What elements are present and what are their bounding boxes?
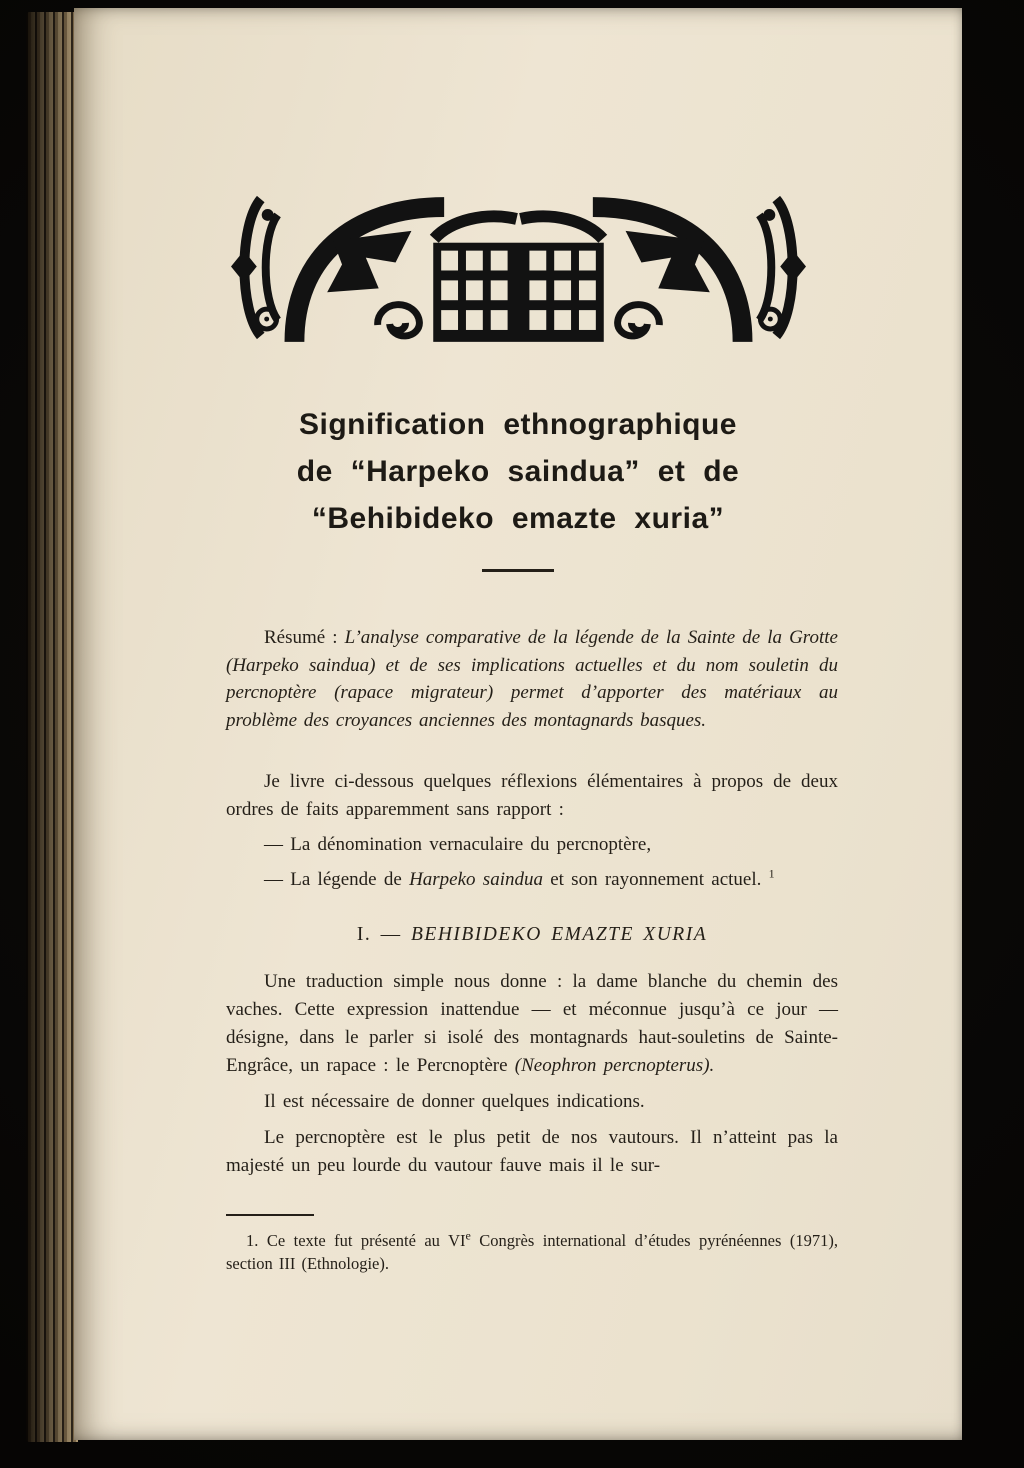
intro-paragraph: Je livre ci-dessous quelques réflexions élémentaires à propos de deux ordres de faits apparemment sans rapport : xyxy=(226,771,838,820)
section-1-paragraph-3: Le percnoptère est le plus petit de nos vautours. Il n’atteint pas la majesté un peu lourde du vautour fauve mais il le sur- xyxy=(226,1127,838,1176)
footnote-1 xyxy=(226,1229,838,1275)
book-page-edges xyxy=(26,12,78,1442)
list-item-2-italic: Harpeko saindua xyxy=(409,869,543,890)
ornament-basque-frieze xyxy=(231,193,806,343)
footnote-1-pre: 1. Ce texte fut présenté au VI xyxy=(246,1231,466,1250)
list-item-1: — La dénomination vernaculaire du percnoptère, xyxy=(264,834,652,855)
section-1-number: I. — xyxy=(356,924,411,945)
list-item-2-pre: — La légende de xyxy=(264,869,410,890)
footnote-block xyxy=(226,1214,838,1275)
list-item-2 xyxy=(226,866,838,894)
section-1-paragraph-1-pre: Une traduction simple nous donne : la dame blanche du chemin des vaches. Cette expression inattendue — et méconnue jusqu’à ce jour — désigne, dans le parler si isolé des montagnards haut-souletins de Sainte-Engrâce, un rapace : le Percnoptère xyxy=(226,971,838,1076)
text-column xyxy=(226,624,838,1275)
abstract-paragraph xyxy=(226,624,838,734)
footnote-1-post: Congrès international d’études pyrénéennes (1971), section III (Ethnologie). xyxy=(226,1231,838,1273)
section-1-title: BEHIBIDEKO EMAZTE XURIA xyxy=(411,924,708,945)
abstract-body: L’analyse comparative de la légende de la Sainte de la Grotte (Harpeko saindua) et de ses implications actuelles et du nom souletin du percnoptère (rapace migrateur) permet d’apporter des matériaux au problème des croyances anciennes des montagnards basques. xyxy=(226,627,838,731)
book-page xyxy=(74,8,962,1440)
footnote-1-sup: e xyxy=(465,1228,471,1243)
title-divider-rule xyxy=(482,569,554,572)
section-1-heading xyxy=(226,924,838,946)
article-title-line1: Signification ethnographique xyxy=(299,408,737,441)
article-title-line3: “Behibideko emazte xuria” xyxy=(311,502,725,535)
footnote-marker-1: 1 xyxy=(768,866,775,881)
article-title-line2: de “Harpeko saindua” et de xyxy=(296,455,740,488)
footnote-divider-rule xyxy=(226,1214,314,1216)
article-title xyxy=(74,401,962,542)
list-item-2-post: et son rayonnement actuel. xyxy=(542,869,762,890)
section-1-paragraph-2: Il est nécessaire de donner quelques indications. xyxy=(264,1091,645,1112)
section-1-paragraph-1-latin: (Neophron percnopterus). xyxy=(514,1055,715,1076)
abstract-label: Résumé : xyxy=(264,627,345,648)
section-1-paragraph-1 xyxy=(226,968,838,1080)
basque-frieze-icon xyxy=(231,193,806,342)
